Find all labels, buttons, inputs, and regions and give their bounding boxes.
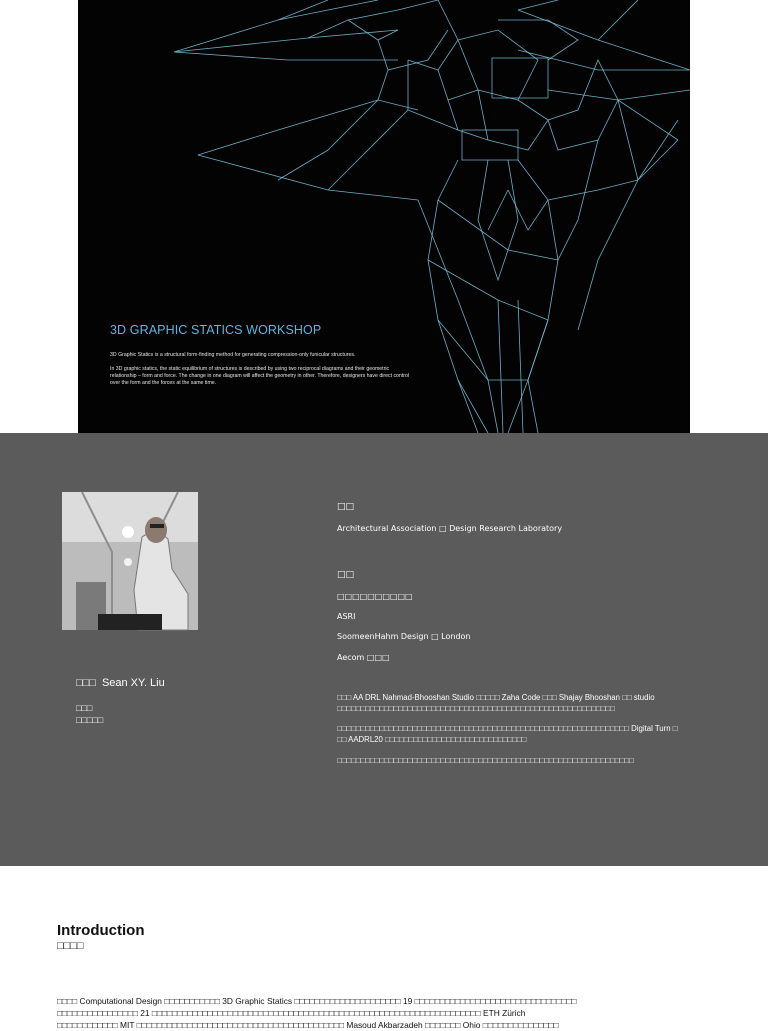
introduction-heading: Introduction	[57, 922, 145, 939]
instructor-profile-section	[0, 433, 768, 866]
work-item: Aecom □□□	[337, 653, 390, 662]
work-item: SoomeenHahm Design □ London	[337, 632, 471, 641]
introduction-line: □□□□ Computational Design □□□□□□□□□□□ 3D Graphic Statics □□□□□□□□□□□□□□□□□□□□□ 19 □□□□□□□□□□□□□□□□□□□□□□□□□□□□□□□□	[57, 996, 577, 1006]
introduction-line: □□□□□□□□□□□□ MIT □□□□□□□□□□□□□□□□□□□□□□□□□□□□□□□□□□□□□□□□□ Masoud Akbarzadeh □□□□□□□ Ohio □□□□□□□□□□□□□□□	[57, 1020, 559, 1030]
bio-paragraph: □□□□□□□□□□□□□□□□□□□□□□□□□□□□□□□□□□□□□□□□□□□□□□□□□□□□□□□□□□□□□□ Digital Turn □ □□ AADRL20 □□□□□□□□□□□□□□□□□□□□□□□□□□□□□□	[337, 724, 678, 744]
instructor-name	[76, 677, 171, 689]
hero-description-detail: In 3D graphic statics, the static equilibrium of structures is described by using two reciprocal diagrams and their geometric relationship – form and force. The change in one diagram will affect the geometry in other. Therefore, designers have direct control over the form and the forces at the same time.	[110, 366, 410, 387]
work-item: ASRI	[337, 612, 356, 621]
introduction-body	[57, 995, 689, 1031]
hero-description: 3D Graphic Statics is a structural form-finding method for generating compression-only funicular structures.	[110, 352, 356, 358]
bio-paragraph: □□□ AA DRL Nahmad-Bhooshan Studio □□□□□ Zaha Code □□□ Shajay Bhooshan □□ studio □□□□□□□□□□□□□□□□□□□□□□□□□□□□□□□□□□□□□□□□□□□□□□□□□□□□□□□□□□□	[337, 693, 655, 713]
instructor-title: □□□□□	[76, 715, 104, 725]
instructor-name-en: Sean XY. Liu	[101, 677, 165, 689]
work-item: □□□□□□□□□□	[337, 592, 413, 601]
hero-banner	[78, 0, 690, 433]
instructor-role: □□□	[76, 703, 93, 713]
education-heading: □□	[337, 502, 355, 512]
education-item: Architectural Association □ Design Research Laboratory	[337, 524, 563, 533]
bio-paragraph: □□□□□□□□□□□□□□□□□□□□□□□□□□□□□□□□□□□□□□□□□□□□□□□□□□□□□□□□□□□□□□□	[337, 756, 634, 765]
work-heading: □□	[337, 570, 355, 580]
introduction-subheading: □□□□	[57, 940, 84, 952]
introduction-line: □□□□□□□□□□□□□□□□ 21 □□□□□□□□□□□□□□□□□□□□□□□□□□□□□□□□□□□□□□□□□□□□□□□□□□□□□□□□□□□□□□□□□ ETH Zürich	[57, 1008, 526, 1018]
avatar	[62, 492, 198, 630]
hero-title: 3D GRAPHIC STATICS WORKSHOP	[110, 323, 322, 337]
instructor-name-cn: □□□	[76, 677, 96, 689]
instructor-photo	[62, 492, 198, 630]
